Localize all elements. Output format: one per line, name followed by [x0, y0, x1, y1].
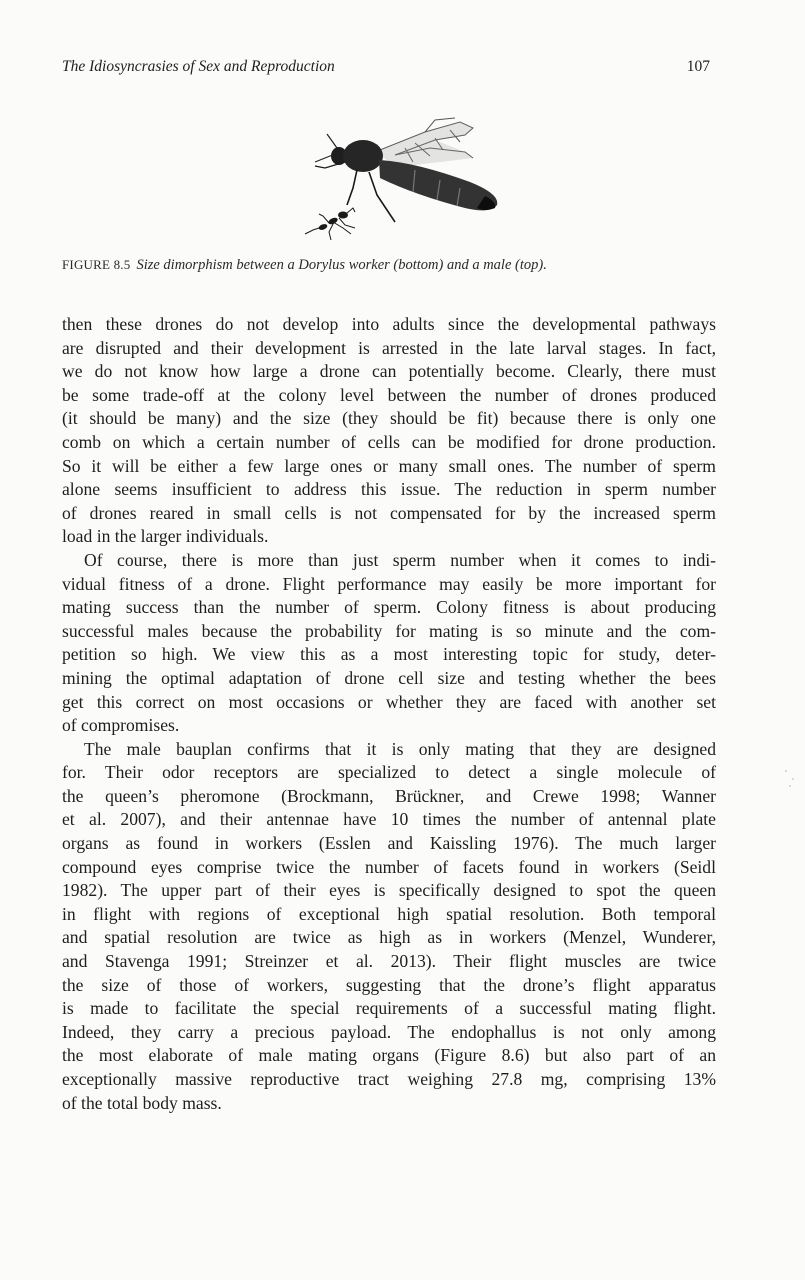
text-line: the queen’s pheromone (Brockmann, Brückner, and Crewe 1998; Wanner [62, 785, 716, 806]
text-line: Indeed, they carry a precious payload. The endophallus is not only among [62, 1021, 716, 1042]
text-line: in flight with regions of exceptional high spatial resolution. Both temporal [62, 903, 716, 924]
text-line: mining the optimal adaptation of drone cell size and testing whether the bees [62, 667, 716, 688]
text-line: So it will be either a few large ones or many small ones. The number of sperm [62, 455, 716, 476]
text-line: The male bauplan confirms that it is only mating that they are designed [84, 738, 716, 759]
text-line: is made to facilitate the special requirements of a successful mating flight. [62, 998, 716, 1019]
text-line: vidual fitness of a drone. Flight performance may easily be more important for [62, 573, 716, 594]
text-line: of drones reared in small cells is not compensated for by the increased sperm [62, 502, 716, 523]
figure-8-5 [295, 110, 515, 245]
text-line: and spatial resolution are twice as high as in workers (Menzel, Wunderer, [62, 927, 716, 948]
text-line: we do not know how large a drone can potentially become. Clearly, there must [62, 361, 716, 382]
text-line: petition so high. We view this as a most interesting topic for study, deter- [62, 644, 716, 665]
page-number: 107 [686, 58, 710, 75]
text-line: comb on which a certain number of cells can be modified for drone production. [62, 431, 716, 452]
text-line: of the total body mass. [62, 1092, 222, 1113]
figure-label: FIGURE 8.5 [62, 257, 131, 272]
text-line: then these drones do not develop into adults since the developmental pathways [62, 314, 716, 334]
text-line: get this correct on most occasions or whether they are faced with another set [62, 691, 716, 712]
text-line: for. Their odor receptors are specialized to detect a single molecule of [62, 762, 716, 783]
text-line: mating success than the number of sperm. Colony fitness is about producing [62, 597, 716, 618]
text-line: the size of those of workers, suggesting that the drone’s flight apparatus [62, 974, 716, 995]
text-line: load in the larger individuals. [62, 526, 269, 547]
text-line: and Stavenga 1991; Streinzer et al. 2013). Their flight muscles are twice [62, 951, 716, 972]
text-line: of compromises. [62, 715, 180, 736]
text-line: be some trade-off at the colony level between the number of drones produced [62, 384, 716, 405]
figure-caption-text: Size dimorphism between a Dorylus worker (bottom) and a male (top). [136, 257, 547, 273]
running-title: The Idiosyncrasies of Sex and Reproduction [62, 58, 335, 75]
text-line: (it should be many) and the size (they should be fit) because there is only one [62, 408, 716, 429]
text-line: et al. 2007), and their antennae have 10 times the number of antennal plate [62, 809, 716, 830]
text-line: successful males because the probability for mating is so minute and the com- [62, 620, 716, 641]
text-line: 1982). The upper part of their eyes is specifically designed to spot the queen [62, 880, 716, 901]
text-line: organs as found in workers (Esslen and Kaissling 1976). The much larger [62, 833, 716, 854]
body-text [62, 313, 716, 1115]
figure-caption [62, 257, 547, 274]
scan-speck [785, 770, 787, 772]
text-line: Of course, there is more than just sperm number when it comes to indi- [84, 549, 716, 570]
text-line: are disrupted and their development is arrested in the late larval stages. In fact, [62, 337, 716, 358]
text-line: the most elaborate of male mating organs (Figure 8.6) but also part of an [62, 1045, 716, 1066]
insect-illustration-icon [295, 110, 515, 245]
running-head [62, 58, 710, 80]
text-line: compound eyes comprise twice the number of facets found in workers (Seidl [62, 856, 716, 877]
scan-speck [789, 785, 791, 787]
text-line: exceptionally massive reproductive tract weighing 27.8 mg, comprising 13% [62, 1069, 716, 1089]
text-line: alone seems insufficient to address this issue. The reduction in sperm number [62, 479, 716, 500]
scan-speck [792, 778, 794, 780]
